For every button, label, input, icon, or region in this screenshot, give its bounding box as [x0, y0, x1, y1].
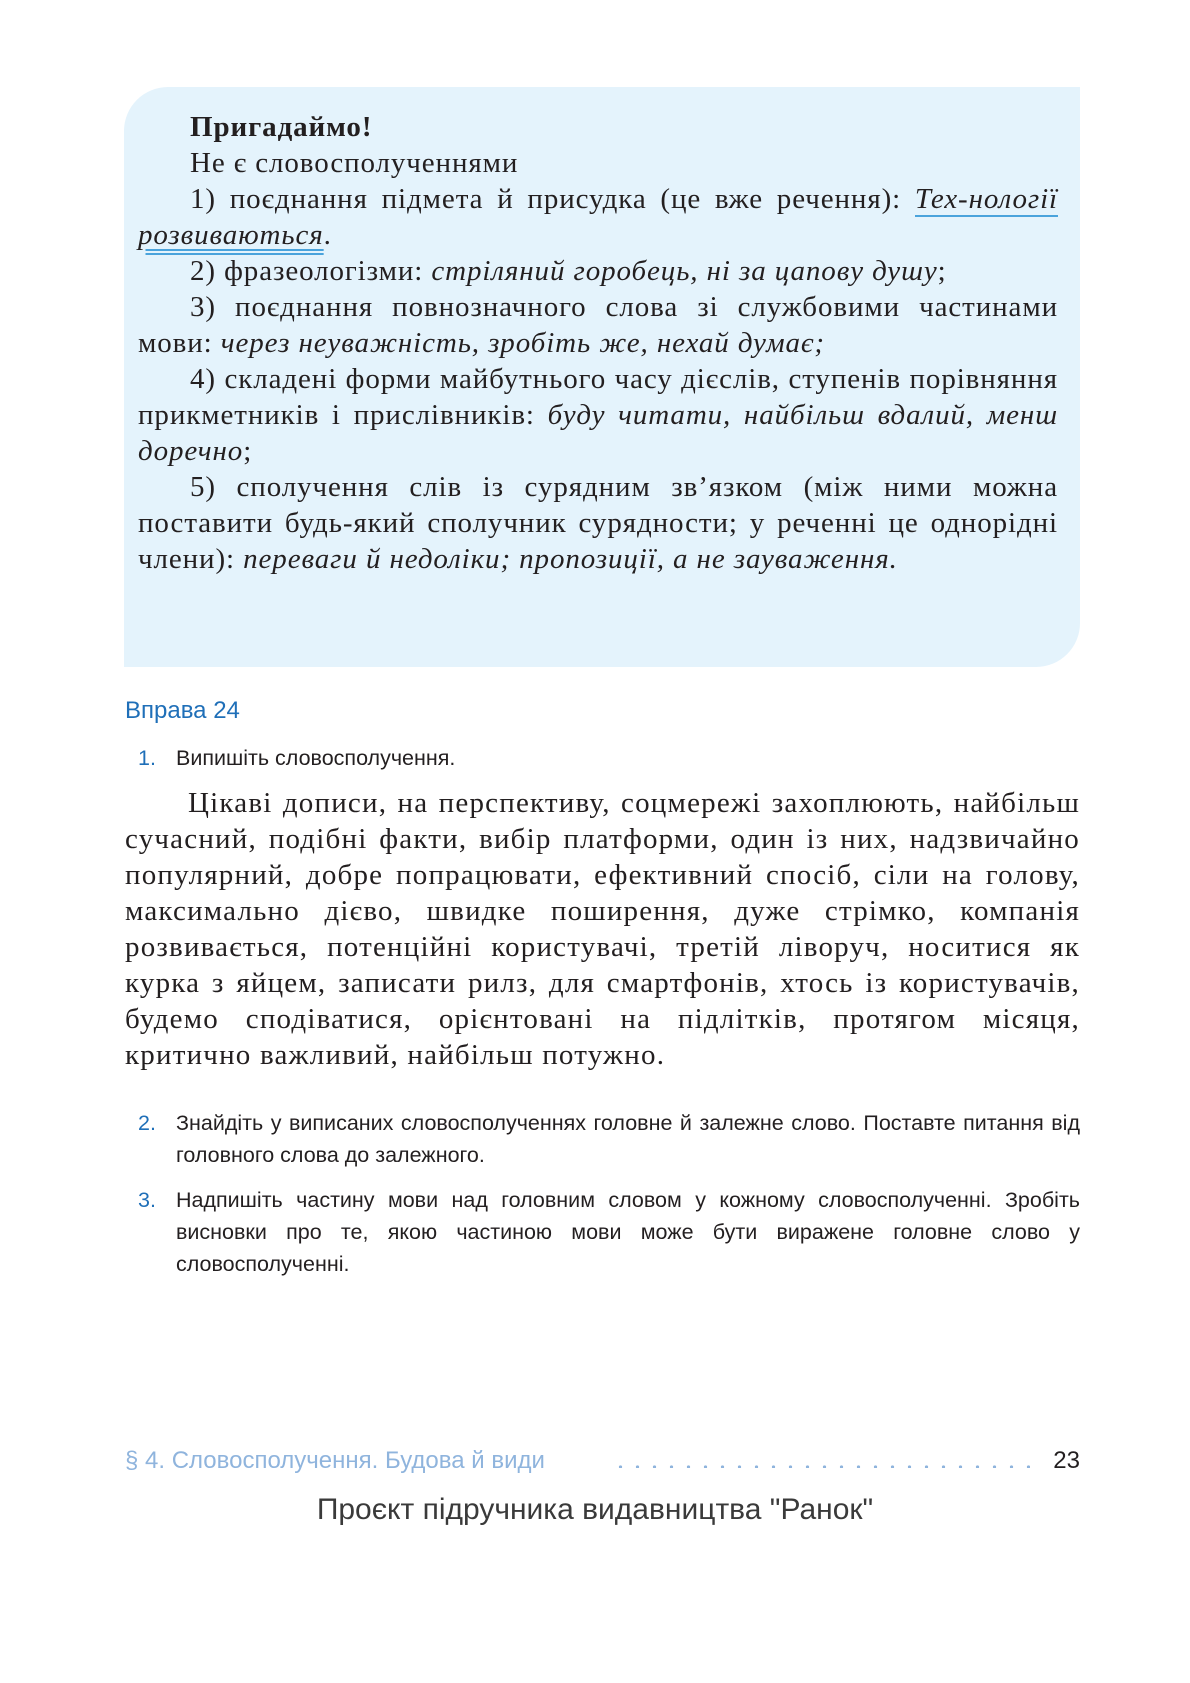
reminder-item-2 — [138, 253, 1058, 289]
task-2 — [138, 1107, 1080, 1171]
reminder-item-4-end: ; — [243, 435, 253, 467]
reminder-item-3-text: 3) поєднання повнозначного слова зі службовими частинами мови: — [138, 291, 1058, 359]
task-3-number: 3. — [138, 1188, 156, 1212]
reminder-item-4 — [138, 361, 1058, 469]
exercise-heading: Вправа 24 — [125, 697, 240, 724]
task-1-text: Випишіть словосполучення. — [176, 746, 456, 770]
task-2-number: 2. — [138, 1111, 156, 1135]
task-1 — [138, 742, 1080, 774]
task-3 — [138, 1184, 1080, 1280]
reminder-item-2-example: стріляний горобець, ні за цапову душу — [431, 255, 938, 287]
reminder-item-3-example: через неуважність, зробіть же, нехай думає; — [220, 327, 825, 359]
reminder-item-5-text: 5) сполучення слів із сурядним зв’язком (між ними можна поставити будь-який сполучник сурядности; у реченні це однорідні члени): — [138, 471, 1058, 575]
page-footer — [125, 1447, 1080, 1481]
reminder-item-4-example: буду читати, найбільш вдалий, менш доречно — [138, 399, 1058, 467]
reminder-item-1 — [138, 181, 1058, 253]
publisher-watermark: Проєкт підручника видавництва "Ранок" — [316, 1493, 874, 1526]
reminder-item-1-end: . — [323, 219, 332, 251]
task-3-text: Надпишіть частину мови над головним словом у кожному словосполученні. Зробіть висновки про те, якою частиною мови може бути виражене головне слово у словосполученні. — [176, 1188, 1080, 1276]
reminder-box — [124, 87, 1080, 667]
exercise-text: Цікаві дописи, на перспективу, соцмережі захоплюють, найбільш сучасний, подібні факти, вибір платформи, один із них, надзвичайно популярний, добре попрацювати, ефективний спосіб, сіли на голову, максимально дієво, швидке поширення, дуже стрімко, компанія розвивається, потенційні користувачі, третій ліворуч, носитися як курка з яйцем, записати рилз, для смартфонів, хтось із користувачів, будемо сподіватися, орієнтовані на підлітків, протягом місяця, критично важливий, найбільш потужно. — [125, 787, 1080, 1071]
page-number: 23 — [1053, 1447, 1080, 1474]
section-title: § 4. Словосполучення. Будова й види — [125, 1447, 545, 1474]
reminder-item-2-text: 2) фразеологізми: — [190, 255, 432, 287]
reminder-item-1-predicate: розвиваються — [138, 219, 324, 251]
reminder-item-5-example: переваги й недоліки; пропозиції, а не зауваження. — [243, 543, 898, 575]
task-2-text: Знайдіть у виписаних словосполученнях головне й залежне слово. Поставте питання від головного слова до залежного. — [176, 1111, 1080, 1167]
dot-leader — [612, 1465, 1030, 1468]
reminder-item-5 — [138, 469, 1058, 577]
reminder-item-3 — [138, 289, 1058, 361]
reminder-item-4-text: 4) складені форми майбутнього часу дієслів, ступенів порівняння прикметників і прислівників: — [138, 363, 1058, 431]
reminder-title: Пригадаймо! — [190, 111, 373, 143]
reminder-item-1-text: 1) поєднання підмета й присудка (це вже речення): — [190, 183, 915, 215]
reminder-item-1-subject: Тех-нології — [914, 183, 1058, 215]
reminder-subtitle: Не є словосполученнями — [190, 147, 519, 179]
reminder-item-2-end: ; — [937, 255, 947, 287]
task-1-number: 1. — [138, 746, 156, 770]
